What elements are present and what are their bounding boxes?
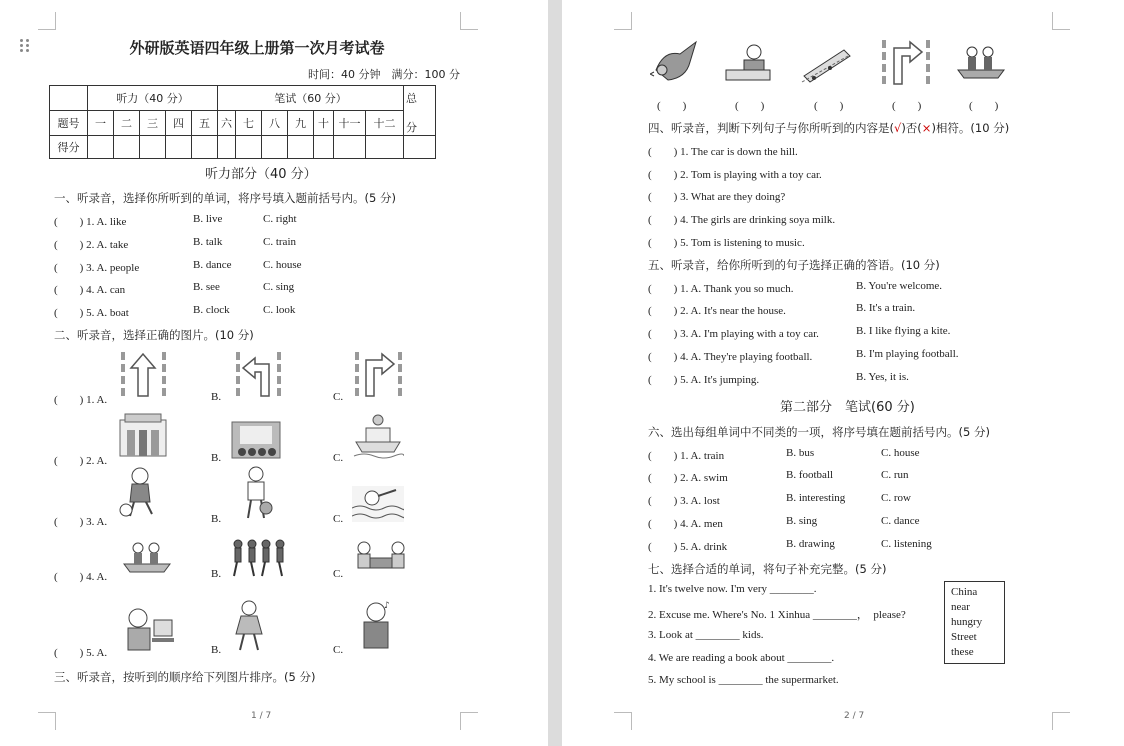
list-item: ( ) 5. A. It's jumping. [648, 374, 760, 386]
time-info: 时间：40 分钟 满分：100 分 [308, 68, 460, 81]
page-gap [548, 0, 562, 746]
sec1-heading: 一、听录音，选择你所听到的单词，将序号填入题前括号内。(5 分) [54, 191, 396, 205]
sec7-heading: 七、选择合适的单词，将句子补充完整。(5 分) [648, 562, 887, 576]
writing-part-title: 第二部分 笔试(60 分) [780, 400, 915, 415]
list-item: ( ) 5. A. drink [648, 541, 728, 553]
list-item: ( ) 1. A. like [54, 216, 127, 228]
list-item: ( ) 5. Tom is listening to music. [648, 237, 805, 249]
rowing-boat-icon [122, 540, 172, 576]
turn-right-sign-icon [880, 38, 932, 86]
crop-mark [38, 12, 56, 30]
answer-bracket[interactable]: ( ) [892, 100, 922, 112]
girl-dancing-icon [232, 600, 266, 652]
total-header: 总 分 [404, 86, 436, 136]
answer-bracket[interactable]: ( ) [657, 100, 687, 112]
list-item: ( ) 4. A. [54, 571, 108, 583]
page-number: 1 / 7 [251, 711, 272, 721]
list-item: ( ) 2. A. [54, 455, 108, 467]
row-label-number: 题号 [50, 111, 88, 136]
dancing-group-icon [230, 538, 286, 578]
answer-bracket[interactable]: ( ) [969, 100, 999, 112]
exam-title: 外研版英语四年级上册第一次月考试卷 [129, 39, 385, 57]
sec6-heading: 六、选出每组单词中不同类的一项，将序号填在题前括号内。(5 分) [648, 425, 990, 439]
list-item: ( ) 5. A. [54, 647, 108, 659]
sec2-heading: 二、听录音，选择正确的图片。(10 分) [54, 328, 254, 342]
swimmer-icon [352, 486, 404, 522]
list-item: ( ) 3. A. lost [648, 495, 720, 507]
row-label-score: 得分 [50, 136, 88, 159]
answer-bracket[interactable]: ( ) [735, 100, 765, 112]
boy-computer-icon [124, 606, 176, 652]
list-item: ( ) 1. A. train [648, 450, 725, 462]
basketball-player-icon [236, 466, 276, 520]
crop-mark [38, 712, 56, 730]
list-item: ( ) 3. What are they doing? [648, 191, 786, 203]
writing-header: 笔试（60 分） [218, 86, 404, 111]
svg-text:♪: ♪ [384, 601, 390, 611]
list-item: ( ) 2. Tom is playing with a toy car. [648, 169, 822, 181]
answer-bracket[interactable]: ( ) [814, 100, 844, 112]
list-item: ( ) 2. A. swim [648, 472, 728, 484]
crop-mark [1052, 12, 1070, 30]
turn-left-arrow-icon [233, 350, 285, 398]
crop-mark [460, 12, 478, 30]
page-1: 外研版英语四年级上册第一次月考试卷 时间：40 分钟 满分：100 分 听力（40 分） 笔试（60 分） 总 分 题号 一 二 三 四 五 六 七 八 九 十 十一 十二 得分 听力部分（40 分） 一、听录音，选择你所听到的单词，将序号填入题前括号内。(5 分) ( ) 1. A. like B. live C. right ( ) 2. A. take B. talk C. train ( ) 3. A. people B. dance C. house ( ) 4. A. can B. see C. sing ( ) 5. A. boat B. clock C. look 二、听录音，选择正确的图片。(10 分) ( ) 1. A. B. C. ( ) 2. A. B. C. ( ) 3. A. B. C. ( ) 4. A. B. C. ( ) 5. A. B. C. ♪ 三、听录音，按听到的顺序给下列图片排序。(5 分) 1 / 7 [0, 0, 548, 746]
crop-mark [614, 12, 632, 30]
list-item: ( ) 1. A. Thank you so much. [648, 283, 794, 295]
chess-players-icon [354, 540, 408, 576]
list-item: 5. My school is ________ the supermarket. [648, 674, 839, 686]
list-item: ( ) 3. A. [54, 516, 108, 528]
list-item: 3. Look at ________ kids. [648, 629, 764, 641]
list-item: 2. Excuse me. Where's No. 1 Xinhua ________， please? [648, 609, 906, 621]
sec3-heading: 三、听录音，按听到的顺序给下列图片排序。(5 分) [54, 670, 316, 684]
rowing-people-icon [956, 44, 1006, 84]
list-item: ( ) 2. A. It's near the house. [648, 305, 786, 317]
list-item: ( ) 4. The girls are drinking soya milk. [648, 214, 836, 226]
crop-mark [614, 712, 632, 730]
football-player-icon [118, 466, 158, 518]
boat-picture-icon [352, 410, 404, 460]
list-item: ( ) 4. A. can [54, 284, 126, 296]
page-number: 2 / 7 [844, 711, 865, 721]
girl-drawing-icon [724, 42, 772, 84]
bird-picture-icon [650, 40, 700, 86]
listening-part-title: 听力部分（40 分） [205, 167, 317, 182]
list-item: ( ) 3. A. I'm playing with a toy car. [648, 328, 819, 340]
page-2: ( ) ( ) ( ) ( ) ( ) 四、听录音，判断下列句子与你所听到的内容是(√)否(×)相符。(10 分) ( ) 1. The car is down the hill. ( ) 2. Tom is playing with a toy car. ( ) 3. What are they doing? ( ) 4. The girls are drinking soya milk. ( ) 5. Tom is listening to music. 五、听录音，给你所听到的句子选择正确的答语。(10 分) ( ) 1. A. Thank you so much. B. You're welcome. ( ) 2. A. It's near the house. B. It's a train. ( ) 3. A. I'm playing with a toy car. B. I like flying a kite. ( ) 4. A. They're playing football. B. I'm playing football. ( ) 5. A. It's jumping. B. Yes, it is. 第二部分 笔试(60 分) 六、选出每组单词中不同类的一项，将序号填在题前括号内。(5 分) ( ) 1. A. train B. bus C. house ( ) 2. A. swim B. football C. run ( ) 3. A. lost B. interesting C. row ( ) 4. A. men B. sing C. dance ( ) 5. A. drink B. drawing C. listening 七、选择合适的单词，将句子补充完整。(5 分) 1. It's twelve now. I'm very ________. 2. Excuse me. Where's No. 1 Xinhua ________， please? 3. Look at ________ kids. 4. We are reading a book about ________. 5. My school is ________ the supermarket. China near hungry Street these 2 / 7 [562, 0, 1124, 746]
list-item: 1. It's twelve now. I'm very ________. [648, 583, 817, 595]
crop-mark [460, 712, 478, 730]
list-item: ( ) 1. A. [54, 394, 108, 406]
list-item: ( ) 4. A. men [648, 518, 723, 530]
sec5-heading: 五、听录音，给你所听到的句子选择正确的答语。(10 分) [648, 258, 940, 272]
word-bank-box: China near hungry Street these [944, 581, 1005, 664]
cinema-picture-icon [230, 420, 282, 460]
list-item: ( ) 1. The car is down the hill. [648, 146, 798, 158]
straight-arrow-icon [118, 350, 170, 398]
list-item: 4. We are reading a book about ________. [648, 652, 835, 664]
listening-header: 听力（40 分） [88, 86, 218, 111]
crop-mark [1052, 712, 1070, 730]
list-item: ( ) 2. A. take [54, 239, 129, 251]
score-table: 听力（40 分） 笔试（60 分） 总 分 题号 一 二 三 四 五 六 七 八 九 十 十一 十二 得分 [49, 85, 436, 159]
sec4-heading: 四、听录音，判断下列句子与你所听到的内容是(√)否(×)相符。(10 分) [648, 121, 1010, 135]
list-item: ( ) 3. A. people [54, 262, 140, 274]
turn-right-arrow-icon [352, 350, 406, 398]
list-item: ( ) 5. A. boat [54, 307, 129, 319]
boy-listening-icon [358, 600, 394, 650]
list-item: ( ) 4. A. They're playing football. [648, 351, 813, 363]
building-picture-icon [117, 410, 169, 460]
train-picture-icon [800, 42, 852, 84]
